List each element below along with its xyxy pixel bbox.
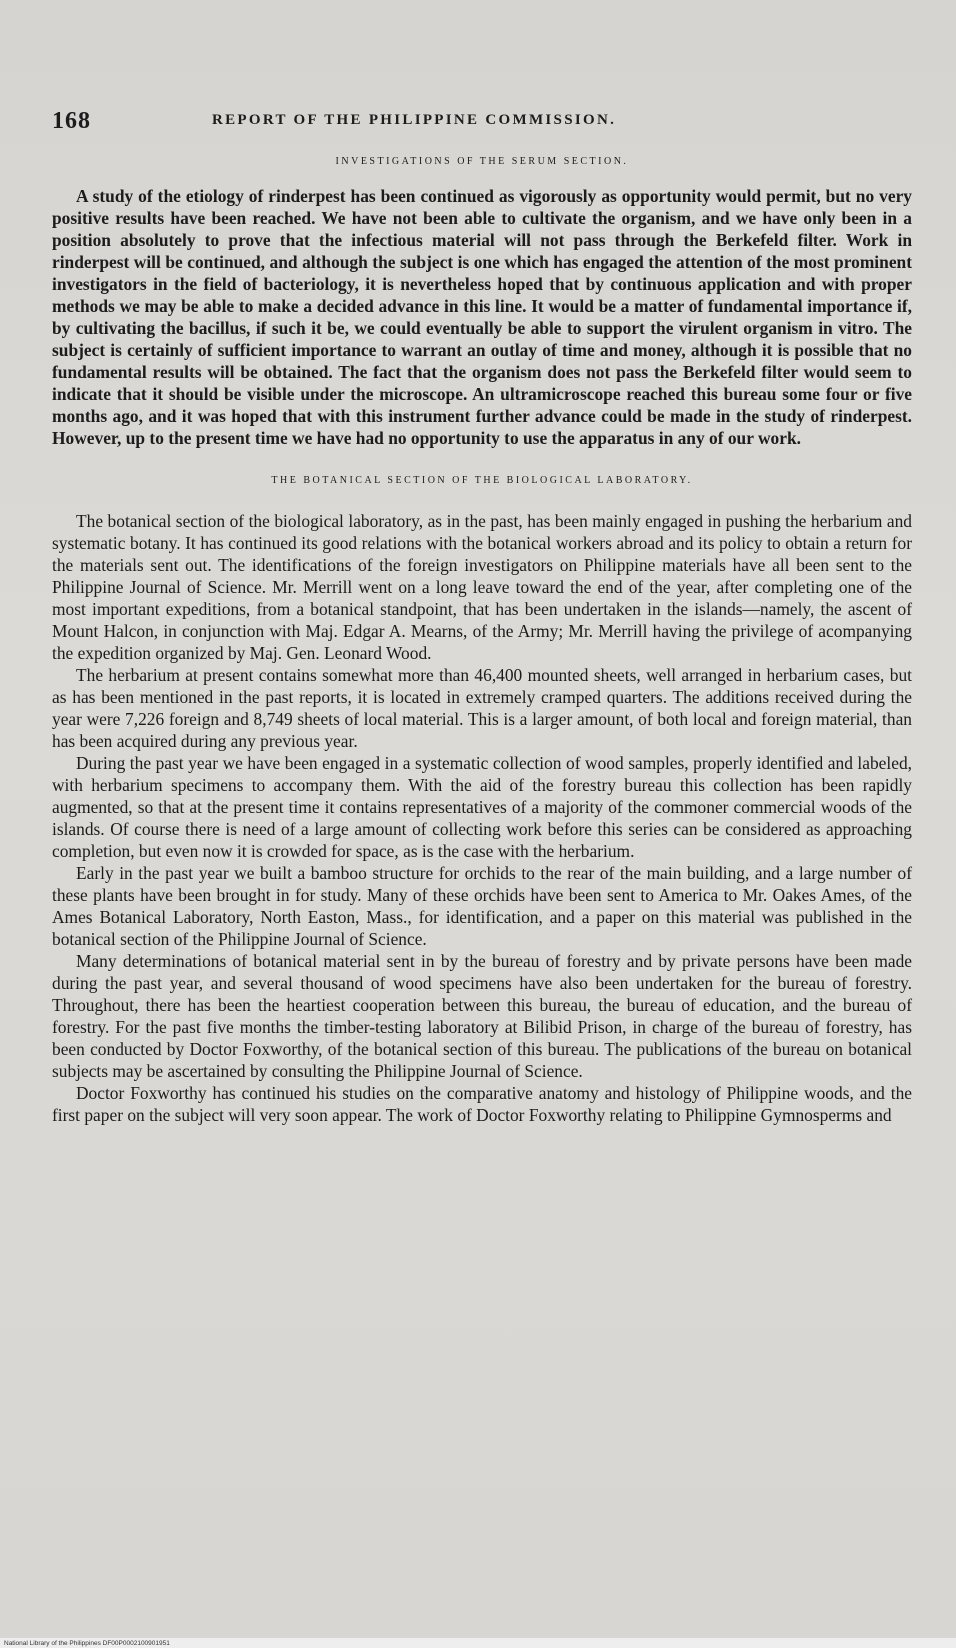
paragraph: Doctor Foxworthy has continued his studies on the comparative anatomy and histology of Philippine woods, and the first paper on the subject will very soon appear. The work of Doctor Foxworthy relating to Philippine Gymnosperms and (52, 1083, 912, 1125)
paragraph: During the past year we have been engaged in a systematic collection of wood samples, properly identified and labeled, with herbarium specimens to accompany them. With the aid of the forestry bureau this collection has been rapidly augmented, so that at the present time it contains representatives of a majority of the commoner commercial woods of the islands. Of course there is need of a large amount of collecting work before this series can be considered as approaching completion, but even now it is crowded for space, as is the case with the herbarium. (52, 753, 912, 861)
section-heading-serum: INVESTIGATIONS OF THE SERUM SECTION. (335, 156, 629, 167)
paragraph: The botanical section of the biological laboratory, as in the past, has been mainly engaged in pushing the herbarium and systematic botany. It has continued its good relations with the botanical workers abroad and its policy to obtain a return for the materials sent out. The identifications of the foreign investigators on Philippine materials have all been sent to the Philippine Journal of Science. Mr. Merrill went on a long leave toward the end of the year, after completing one of the most important expeditions, from a botanical standpoint, that has been undertaken in the islands—namely, the ascent of Mount Halcon, in conjunction with Maj. Edgar A. Mearns, of the Army; Mr. Merrill having the privilege of acompanying the expedition organized by Maj. Gen. Leonard Wood. (52, 511, 912, 663)
section-heading-botanical: THE BOTANICAL SECTION OF THE BIOLOGICAL LABORATORY. (271, 475, 693, 486)
paragraph: A study of the etiology of rinderpest has been continued as vigorously as opportunity would permit, but no very positive results have been reached. We have not been able to cultivate the organism, and we have only been in a position absolutely to prove that the infectious material will not pass through the Berkefeld filter. Work in rinderpest will be continued, and although the subject is one which has engaged the attention of the most prominent investigators in the field of bacteriology, it is nevertheless hoped that by continuous application and with proper methods we may be able to make a decided advance in this line. It would be a matter of fundamental importance if, by cultivating the bacillus, if such it be, we could eventually be able to support the virulent organism in vitro. The subject is certainly of sufficient importance to warrant an outlay of time and money, although it is possible that no fundamental results will be obtained. The fact that the organism does not pass the Berkefeld filter would seem to indicate that it should be visible under the microscope. An ultramicroscope reached this bureau some four or five months ago, and it was hoped that with this instrument further advance could be made in the study of rinderpest. However, up to the present time we have had no opportunity to use the apparatus in any of our work. (52, 186, 912, 448)
section-body-botanical (52, 510, 912, 1126)
running-title: REPORT OF THE PHILIPPINE COMMISSION. (212, 112, 617, 128)
footer-strip (0, 1638, 956, 1648)
paragraph: The herbarium at present contains somewhat more than 46,400 mounted sheets, well arranged in herbarium cases, but as has been mentioned in the past reports, it is located in extremely cramped quarters. The additions received during the year were 7,226 foreign and 8,749 sheets of local material. This is a larger amount, of both local and foreign material, than has been acquired during any previous year. (52, 665, 912, 751)
page-number: 168 (52, 108, 91, 134)
section-body-serum (52, 185, 912, 449)
scan-footer-text: National Library of the Philippines DF00P0002100901951 (4, 1640, 170, 1647)
paragraph: Early in the past year we built a bamboo structure for orchids to the rear of the main building, and a large number of these plants have been brought in for study. Many of these orchids have been sent to America to Mr. Oakes Ames, of the Ames Botanical Laboratory, North Easton, Mass., for identification, and a paper on this material was published in the botanical section of the Philippine Journal of Science. (52, 863, 912, 949)
paragraph: Many determinations of botanical material sent in by the bureau of forestry and by private persons have been made during the past year, and several thousand of wood specimens have also been undertaken for the bureau of forestry. Throughout, there has been the heartiest cooperation between this bureau, the bureau of education, and the bureau of forestry. For the past five months the timber-testing laboratory at Bilibid Prison, in charge of the bureau of forestry, has been conducted by Doctor Foxworthy, of the botanical section of this bureau. The publications of the bureau on botanical subjects may be ascertained by consulting the Philippine Journal of Science. (52, 951, 912, 1081)
page-header (52, 100, 912, 140)
